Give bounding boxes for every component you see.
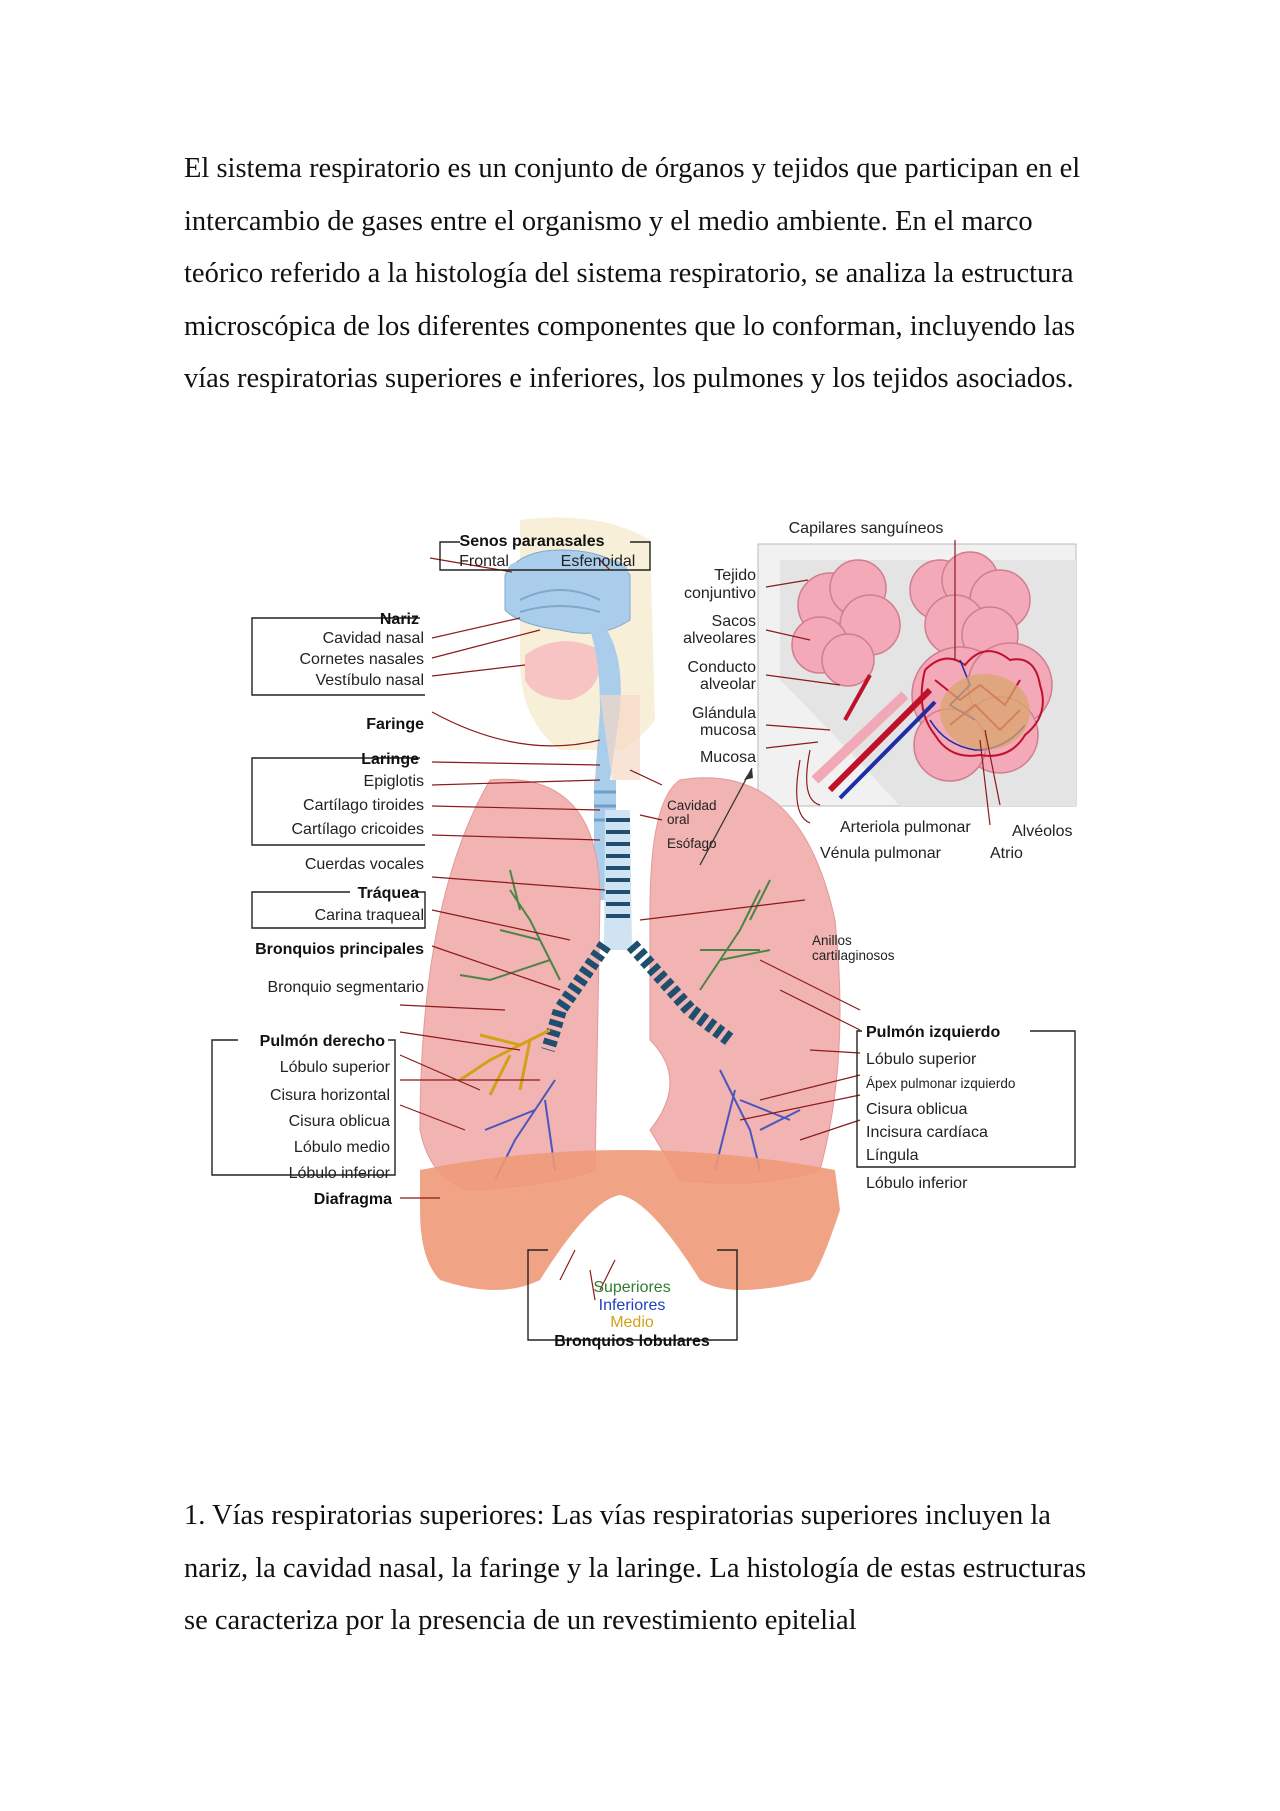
label-sacos-2: alveolares [683,630,756,647]
label-laringe: Laringe [361,751,419,768]
intro-paragraph: El sistema respiratorio es un conjunto de órganos y tejidos que participan en el intercambio de gases entre el organismo y el medio ambiente. En el marco teórico referido a la histología del sistema respiratorio, se analiza la estructura microscópica de los diferentes componentes que lo conforman, incluyendo las vías respiratorias superiores e inferiores, los pulmones y los tejidos asociados. [184,153,1081,394]
label-pd-lobulo-superior: Lóbulo superior [279,1059,390,1076]
label-faringe: Faringe [366,716,424,733]
label-epiglotis: Epiglotis [363,773,424,790]
label-bronquio-segmentario: Bronquio segmentario [267,979,424,996]
label-esofago: Esófago [667,836,717,851]
label-cricoides: Cartílago cricoides [291,821,424,838]
label-anillos-1: Anillos [812,933,852,948]
label-capilares: Capilares sanguíneos [788,520,944,537]
label-pulmon-derecho: Pulmón derecho [259,1033,385,1050]
label-esfenoidal: Esfenoidal [560,553,636,570]
label-bronquios-lobulares: Bronquios lobulares [554,1333,710,1350]
label-cavidad-oral-2: oral [667,812,690,827]
label-cuerdas: Cuerdas vocales [304,856,424,873]
label-apex: Ápex pulmonar izquierdo [866,1076,1016,1091]
label-tejido-2: conjuntivo [683,585,756,602]
label-conducto-1: Conducto [687,659,756,676]
lungs [420,778,840,1290]
label-tiroides: Cartílago tiroides [303,797,424,814]
label-conducto-2: alveolar [699,676,756,693]
label-senos: Senos paranasales [459,533,605,550]
label-cornetes: Cornetes nasales [299,651,424,668]
label-traquea: Tráquea [357,885,419,902]
label-medio: Medio [610,1314,654,1331]
label-glandula-2: mucosa [699,722,756,739]
arrow-head-icon [744,768,753,780]
label-pi-lobulo-superior: Lóbulo superior [866,1051,977,1068]
label-mucosa: Mucosa [699,749,756,766]
label-frontal: Frontal [459,553,509,570]
label-lingula: Língula [866,1147,919,1164]
section-1-paragraph: 1. Vías respiratorias superiores: Las vías respiratorias superiores incluyen la nariz, la cavidad nasal, la faringe y la laringe. La histología de estas estructuras se caracteriza por la presencia de un revestimiento epitelial [184,1500,1087,1636]
label-cavidad-nasal: Cavidad nasal [322,630,424,647]
label-nariz: Nariz [379,611,419,628]
label-vestibulo: Vestíbulo nasal [315,672,424,689]
label-pd-cisura-oblicua: Cisura oblicua [288,1113,390,1130]
label-atrio: Atrio [990,845,1023,862]
label-sacos-1: Sacos [711,613,756,630]
label-anillos-2: cartilaginosos [812,948,895,963]
label-pi-lobulo-inferior: Lóbulo inferior [866,1175,968,1192]
label-incisura: Incisura cardíaca [866,1124,988,1141]
label-carina: Carina traqueal [314,907,424,924]
label-bronquios-principales: Bronquios principales [255,941,424,958]
label-superiores: Superiores [593,1279,671,1296]
label-tejido-1: Tejido [714,567,756,584]
label-arteriola: Arteriola pulmonar [840,819,971,836]
label-diafragma: Diafragma [313,1191,392,1208]
label-pd-lobulo-inferior: Lóbulo inferior [288,1165,390,1182]
label-venula: Vénula pulmonar [820,845,941,862]
label-cisura-horizontal: Cisura horizontal [269,1087,390,1104]
label-alveolos: Alvéolos [1012,823,1073,840]
respiratory-system-diagram [0,480,1280,1460]
label-lobulo-medio: Lóbulo medio [293,1139,390,1156]
label-glandula-1: Glándula [691,705,756,722]
label-inferiores: Inferiores [598,1297,666,1314]
label-pulmon-izquierdo: Pulmón izquierdo [866,1024,1001,1041]
label-cavidad-oral-1: Cavidad [667,798,717,813]
label-pi-cisura-oblicua: Cisura oblicua [866,1101,968,1118]
